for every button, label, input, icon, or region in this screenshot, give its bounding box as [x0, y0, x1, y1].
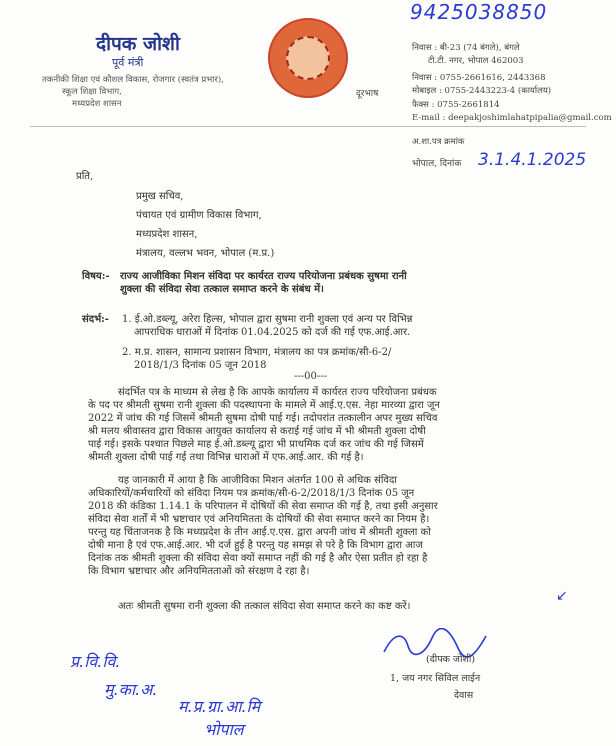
- government-emblem-icon: [268, 18, 348, 98]
- paragraph-line: यह जानकारी में आया है कि आजीविका मिशन अंतर्गत 100 से अधिक संविदा: [118, 475, 397, 486]
- date-label: भोपाल, दिनांक: [412, 159, 462, 169]
- subject-text: [120, 270, 550, 296]
- reference-line: 2018/1/3 दिनांक 05 जून 2018: [134, 360, 267, 371]
- paragraph-line: श्रीमती शुक्ला दोषी पाई गई तथा विभिन्न धाराओं में एफ.आई.आर. की गई है।: [88, 452, 364, 463]
- reference-number-label: अ.शा.पत्र क्रमांक: [412, 137, 465, 147]
- paragraph-line: के पद पर श्रीमती सुषमा रानी शुक्ला की पदस्थापना के मामले में आई.ए.एस. नेहा मारव्या द्वारा जून: [88, 400, 440, 411]
- paragraph-2: [88, 474, 550, 578]
- reference-text: [122, 313, 552, 372]
- to-label: प्रति,: [76, 171, 94, 182]
- paragraph-line: पाई गई। इसके पश्चात पिछले माह ई.ओ.डब्ल्यू द्वारा भी प्राथमिक दर्ज कर जांच की गई जिसमें: [88, 439, 424, 450]
- addressee-line: प्रमुख सचिव,: [136, 191, 184, 202]
- sender-line: तकनीकी शिक्षा एवं कौशल विकास, रोजगार (स्वतंत्र प्रभार),: [42, 75, 224, 85]
- paragraph-line: संविदा सेवा शर्तों में भी भ्रष्टाचार एवं अनियमितता के दोषियों की सेवा समाप्त करने का नियम है।: [88, 514, 430, 525]
- handwritten-date: 3.1.4.1.2025: [478, 150, 587, 170]
- contact-line: निवास : बी-23 (74 बंगले), बंगले: [412, 43, 520, 53]
- contact-line: निवास : 0755-2661616, 2443368: [412, 73, 546, 83]
- addressee-block: [136, 190, 274, 260]
- paragraph-line: अधिकारियों/कर्मचारियों को संविदा नियम पत्र क्रमांक/सी-6-2/2018/1/3 दिनांक 05 जून: [88, 488, 415, 499]
- handwritten-note: प्र.वि.वि.: [70, 652, 121, 671]
- paragraph-1: [88, 386, 550, 464]
- addressee-line: मंत्रालय, वल्लभ भवन, भोपाल (म.प्र.): [136, 248, 275, 259]
- separator: ---00---: [294, 371, 327, 382]
- reference-line: 1. ई.ओ.डब्ल्यू, अरेरा हिल्स, भोपाल द्वारा सुषमा रानी शुक्ला एवं अन्य पर विभिन्न: [122, 314, 413, 325]
- letterhead-divider: [30, 126, 586, 127]
- handwritten-mark-icon: ↙: [556, 588, 568, 604]
- handwritten-phone-number: 9425038850: [410, 0, 548, 24]
- paragraph-3: [118, 600, 548, 613]
- sender-line: मध्यप्रदेश शासन: [72, 99, 122, 109]
- paragraph-line: 2018 की कंडिका 1.14.1 के परिपालन में दोषियों की सेवा समाप्त की गई है, तथा इसी अनुसार: [88, 501, 438, 512]
- sender-line: स्कूल शिक्षा विभाग,: [62, 87, 122, 97]
- paragraph-line: अतः श्रीमती सुषमा रानी शुक्ला की तत्काल संविदा सेवा समाप्त करने का कष्ट करें।: [118, 601, 411, 612]
- sender-name: दीपक जोशी: [96, 33, 180, 55]
- contact-line: E-mail : deepakjoshimlahatpipalia@gmail.com: [412, 113, 612, 123]
- subject-line: शुक्ला की संविदा सेवा तत्काल समाप्त करने के संबंध में।: [120, 284, 324, 295]
- addressee-line: पंचायत एवं ग्रामीण विकास विभाग,: [136, 210, 262, 221]
- sender-title: पूर्व मंत्री: [112, 56, 144, 69]
- paragraph-line: श्री मलय श्रीवास्तव द्वारा विकास आयुक्त कार्यालय से कराई गई जांच में भी श्रीमती शुक्ला दोषी: [88, 426, 426, 437]
- subject-label: विषय:-: [82, 271, 110, 282]
- contact-line: टी.टी. नगर, भोपाल 462003: [428, 56, 524, 66]
- handwritten-note: म.प्र.ग्रा.आ.मि: [178, 697, 261, 716]
- addressee-line: मध्यप्रदेश शासन,: [136, 229, 198, 240]
- paragraph-line: परन्तु यह चिंताजनक है कि मध्यप्रदेश के तीन आई.ए.एस. द्वारा अपनी जांच में श्रीमती शुक्ला को: [88, 527, 431, 538]
- contact-line: फैक्स : 0755-2661814: [412, 100, 500, 110]
- signatory-city: देवास: [454, 690, 474, 701]
- subject-line: राज्य आजीविका मिशन संविदा पर कार्यरत राज्य परियोजना प्रबंधक सुषमा रानी: [120, 271, 407, 282]
- signatory-address: 1, जय नगर सिविल लाईन: [390, 673, 481, 684]
- handwritten-note: भोपाल: [204, 720, 244, 739]
- paragraph-line: संदर्भित पत्र के माध्यम से लेख है कि आपके कार्यालय में कार्यरत राज्य परियोजना प्रबंधक: [118, 387, 437, 398]
- signatory-name: (दीपक जोशी): [426, 654, 476, 665]
- reference-line: 2. म.प्र. शासन, सामान्य प्रशासन विभाग, मंत्रालय का पत्र क्रमांक/सी-6-2/: [122, 347, 392, 358]
- paragraph-line: दोषी माना है एवं एफ.आई.आर. भी दर्ज हुई है परन्तु यह समझ से परे है कि विभाग द्वारा आज: [88, 540, 423, 551]
- paragraph-line: 2022 में जांच की गई जिसमें श्रीमती सुषमा दोषी पाई गई। तदोपरांत तत्कालीन अपर मुख्य सचिव: [88, 413, 438, 424]
- reference-label: संदर्भ:-: [82, 314, 109, 325]
- paragraph-line: दिनांक तक श्रीमती शुक्ला की संविदा सेवा क्यों समाप्त नहीं की गई है और ऐसा प्रतीत हो रहा है: [88, 553, 428, 564]
- reference-line: आपराधिक धाराओं में दिनांक 01.04.2025 को दर्ज की गई एफ.आई.आर.: [134, 327, 411, 338]
- contact-line: मोबाइल : 0755-2443223-4 (कार्यालय): [412, 86, 552, 96]
- contact-label: दूरभाष: [356, 89, 379, 99]
- handwritten-note: मु.का.अ.: [104, 680, 158, 699]
- paragraph-line: कि विभाग भ्रष्टाचार और अनियमितताओं को संरक्षण दे रहा है।: [88, 566, 310, 577]
